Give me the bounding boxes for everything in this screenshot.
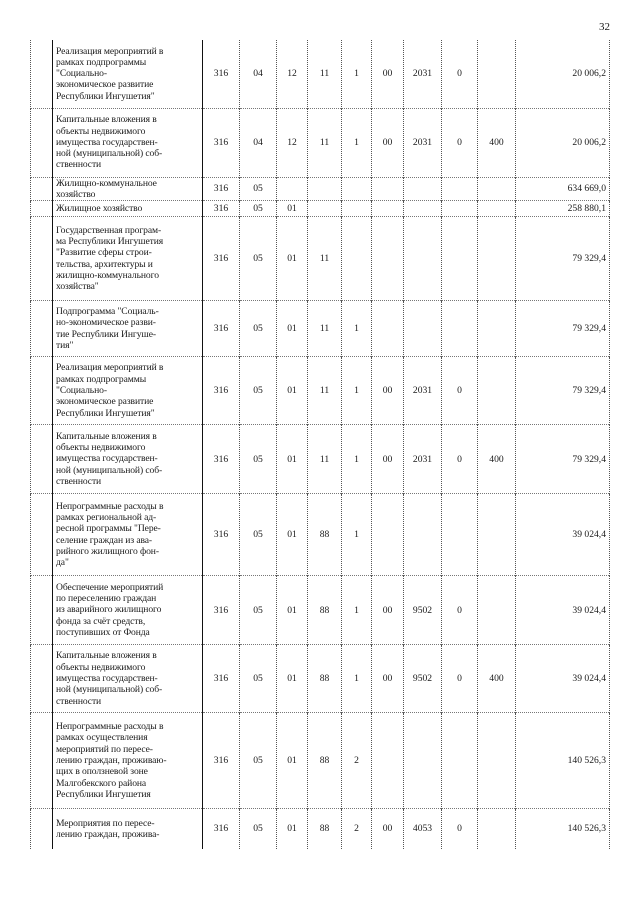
item-name-line: лению граждан, прожива-	[56, 828, 160, 840]
code-subsection-cell: 01	[277, 357, 308, 425]
code-program-cell: 11	[308, 108, 342, 177]
code-subsection-cell: 01	[277, 645, 308, 713]
amount-cell: 20 006,2	[516, 108, 610, 177]
table-row	[31, 713, 610, 809]
item-name-cell	[53, 201, 203, 217]
item-name-line: тие Республики Ингуше-	[56, 328, 156, 340]
item-name-line: тельства, архитектуры и	[56, 258, 153, 270]
row-number-cell	[31, 301, 53, 357]
code-subsection-cell: 01	[277, 425, 308, 494]
item-name-cell	[53, 713, 203, 809]
code-ministry-cell: 316	[203, 301, 240, 357]
code-expense-type-cell	[478, 201, 516, 217]
item-name-line: фонда за счёт средств,	[56, 615, 146, 627]
item-name-line: имущества государствен-	[56, 453, 158, 465]
item-name-line: да"	[56, 557, 69, 569]
table-row	[31, 40, 610, 108]
code-extra-cell	[442, 301, 478, 357]
row-number-cell	[31, 809, 53, 849]
code-direction-cell: 9502	[404, 576, 442, 645]
row-number-cell	[31, 645, 53, 713]
code-subsection-cell: 01	[277, 217, 308, 301]
code-subprogram-cell	[342, 217, 372, 301]
code-ministry-cell: 316	[203, 576, 240, 645]
item-name-cell	[53, 217, 203, 301]
item-name-line: Государственная програм-	[56, 224, 162, 236]
table-row	[31, 301, 610, 357]
item-name-line: Республики Ингушетия"	[56, 90, 155, 102]
code-extra-cell	[442, 494, 478, 576]
code-expense-type-cell	[478, 494, 516, 576]
item-name-line: Республики Ингушетия	[56, 788, 151, 800]
code-ministry-cell: 316	[203, 201, 240, 217]
amount-cell: 79 329,4	[516, 217, 610, 301]
amount-cell: 79 329,4	[516, 425, 610, 494]
item-name-line: щих в оползневой зоне	[56, 766, 148, 778]
code-subsection-cell: 01	[277, 201, 308, 217]
item-name-line: объекты недвижимого	[56, 125, 146, 137]
table-row	[31, 217, 610, 301]
item-name-cell	[53, 645, 203, 713]
code-section-cell: 05	[240, 177, 277, 201]
code-expense-type-cell	[478, 576, 516, 645]
code-direction-cell	[404, 301, 442, 357]
code-ministry-cell: 316	[203, 809, 240, 849]
code-subprogram-cell: 2	[342, 713, 372, 809]
item-name-line: ственности	[56, 476, 102, 488]
code-ministry-cell: 316	[203, 177, 240, 201]
item-name-line: рамках региональной ад-	[56, 512, 157, 523]
code-subsection-cell: 01	[277, 809, 308, 849]
code-direction-cell: 2031	[404, 357, 442, 425]
item-name-line: ной (муниципальной) соб-	[56, 148, 163, 160]
code-section-cell: 05	[240, 217, 277, 301]
code-subprogram-cell: 1	[342, 576, 372, 645]
item-name-line: "Социально-	[56, 384, 107, 396]
item-name-line: ной (муниципальной) соб-	[56, 464, 163, 476]
row-number-cell	[31, 201, 53, 217]
table-row	[31, 576, 610, 645]
code-section-cell: 05	[240, 201, 277, 217]
item-name-line: Капитальные вложения в	[56, 430, 157, 442]
item-name-line: рамках подпрограммы	[56, 56, 147, 68]
amount-cell: 39 024,4	[516, 494, 610, 576]
item-name-cell	[53, 40, 203, 108]
code-expense-type-cell: 400	[478, 108, 516, 177]
item-name-line: лению граждан, проживаю-	[56, 754, 167, 766]
item-name-line: по переселению граждан	[56, 593, 157, 605]
item-name-line: Республики Ингушетия"	[56, 407, 155, 419]
row-number-cell	[31, 108, 53, 177]
code-program-cell: 88	[308, 494, 342, 576]
code-section-cell: 05	[240, 357, 277, 425]
code-expense-type-cell	[478, 713, 516, 809]
item-name-line: Капитальные вложения в	[56, 650, 157, 662]
item-name-line: рамках подпрограммы	[56, 373, 147, 385]
code-extra-cell: 0	[442, 425, 478, 494]
amount-cell: 258 880,1	[516, 201, 610, 217]
code-direction-cell: 2031	[404, 108, 442, 177]
code-expense-type-cell: 400	[478, 425, 516, 494]
code-extra-cell	[442, 177, 478, 201]
code-direction-cell	[404, 713, 442, 809]
code-extra-cell: 0	[442, 576, 478, 645]
code-subsection-cell: 12	[277, 40, 308, 108]
item-name-line: Жилищное хозяйство	[56, 202, 143, 214]
code-ministry-cell: 316	[203, 40, 240, 108]
code-program-cell: 11	[308, 217, 342, 301]
row-number-cell	[31, 494, 53, 576]
code-direction-cell: 9502	[404, 645, 442, 713]
code-extra-cell: 0	[442, 108, 478, 177]
code-subprogram-cell: 1	[342, 301, 372, 357]
item-name-line: рийного жилищного фон-	[56, 545, 159, 557]
code-main-event-cell	[372, 201, 404, 217]
amount-cell: 39 024,4	[516, 645, 610, 713]
row-number-cell	[31, 576, 53, 645]
code-program-cell: 88	[308, 809, 342, 849]
row-number-cell	[31, 177, 53, 201]
table-row	[31, 809, 610, 849]
item-name-line: но-экономическое разви-	[56, 317, 156, 329]
code-main-event-cell	[372, 177, 404, 201]
code-section-cell: 05	[240, 425, 277, 494]
code-direction-cell: 2031	[404, 40, 442, 108]
code-subprogram-cell: 1	[342, 645, 372, 713]
amount-cell: 79 329,4	[516, 357, 610, 425]
item-name-line: Мероприятия по пересе-	[56, 817, 155, 829]
item-name-line: Реализация мероприятий в	[56, 45, 164, 57]
code-subsection-cell: 01	[277, 494, 308, 576]
table-row	[31, 108, 610, 177]
code-extra-cell	[442, 713, 478, 809]
code-extra-cell	[442, 201, 478, 217]
code-section-cell: 05	[240, 576, 277, 645]
code-program-cell: 11	[308, 425, 342, 494]
row-number-cell	[31, 357, 53, 425]
item-name-line: "Развитие сферы строи-	[56, 247, 152, 259]
code-subprogram-cell: 1	[342, 108, 372, 177]
item-name-line: имущества государствен-	[56, 136, 158, 148]
item-name-cell	[53, 177, 203, 201]
table-row	[31, 357, 610, 425]
item-name-cell	[53, 425, 203, 494]
code-section-cell: 05	[240, 713, 277, 809]
code-direction-cell	[404, 494, 442, 576]
code-subprogram-cell: 1	[342, 357, 372, 425]
code-expense-type-cell	[478, 40, 516, 108]
code-ministry-cell: 316	[203, 108, 240, 177]
code-expense-type-cell	[478, 177, 516, 201]
code-main-event-cell	[372, 494, 404, 576]
code-program-cell: 11	[308, 357, 342, 425]
item-name-line: из аварийного жилищного	[56, 604, 162, 616]
code-main-event-cell	[372, 301, 404, 357]
code-direction-cell	[404, 201, 442, 217]
code-program-cell: 88	[308, 645, 342, 713]
item-name-line: Непрограммные расходы в	[56, 500, 164, 512]
code-expense-type-cell	[478, 301, 516, 357]
code-extra-cell: 0	[442, 357, 478, 425]
code-section-cell: 04	[240, 40, 277, 108]
code-program-cell: 11	[308, 301, 342, 357]
code-subprogram-cell	[342, 201, 372, 217]
item-name-line: ственности	[56, 159, 102, 171]
code-program-cell: 88	[308, 713, 342, 809]
item-name-line: ственности	[56, 695, 102, 707]
code-program-cell	[308, 201, 342, 217]
code-section-cell: 05	[240, 645, 277, 713]
code-main-event-cell: 00	[372, 809, 404, 849]
item-name-cell	[53, 809, 203, 849]
code-subsection-cell: 12	[277, 108, 308, 177]
item-name-line: рамках осуществления	[56, 732, 148, 744]
code-extra-cell: 0	[442, 645, 478, 713]
code-subsection-cell: 01	[277, 576, 308, 645]
item-name-cell	[53, 494, 203, 576]
code-section-cell: 05	[240, 494, 277, 576]
item-name-line: объекты недвижимого	[56, 442, 146, 454]
code-section-cell: 05	[240, 301, 277, 357]
code-program-cell: 88	[308, 576, 342, 645]
item-name-line: экономическое развитие	[56, 396, 154, 408]
code-subprogram-cell: 1	[342, 425, 372, 494]
code-program-cell	[308, 177, 342, 201]
code-direction-cell: 2031	[404, 425, 442, 494]
item-name-line: Жилищно-коммунальное	[56, 177, 157, 189]
item-name-line: Обеспечение мероприятий	[56, 581, 164, 593]
code-main-event-cell: 00	[372, 425, 404, 494]
code-ministry-cell: 316	[203, 494, 240, 576]
row-number-cell	[31, 40, 53, 108]
item-name-cell	[53, 108, 203, 177]
code-ministry-cell: 316	[203, 425, 240, 494]
item-name-line: хозяйство	[56, 188, 96, 200]
code-subprogram-cell: 1	[342, 494, 372, 576]
amount-cell: 140 526,3	[516, 809, 610, 849]
amount-cell: 20 006,2	[516, 40, 610, 108]
code-direction-cell	[404, 217, 442, 301]
code-subsection-cell	[277, 177, 308, 201]
row-number-cell	[31, 217, 53, 301]
code-section-cell: 05	[240, 809, 277, 849]
item-name-line: ной (муниципальной) соб-	[56, 684, 163, 696]
item-name-line: хозяйства"	[56, 281, 99, 293]
code-main-event-cell: 00	[372, 108, 404, 177]
code-extra-cell: 0	[442, 40, 478, 108]
item-name-line: Капитальные вложения в	[56, 114, 157, 126]
item-name-cell	[53, 576, 203, 645]
code-main-event-cell	[372, 217, 404, 301]
item-name-line: Малгобекского района	[56, 777, 147, 789]
code-expense-type-cell	[478, 217, 516, 301]
row-number-cell	[31, 713, 53, 809]
code-subprogram-cell: 2	[342, 809, 372, 849]
code-ministry-cell: 316	[203, 357, 240, 425]
table-row	[31, 177, 610, 201]
table-row	[31, 494, 610, 576]
budget-table	[30, 40, 610, 849]
amount-cell: 140 526,3	[516, 713, 610, 809]
code-direction-cell	[404, 177, 442, 201]
code-direction-cell: 4053	[404, 809, 442, 849]
code-ministry-cell: 316	[203, 217, 240, 301]
table-row	[31, 201, 610, 217]
item-name-line: Подпрограмма "Социаль-	[56, 306, 159, 317]
code-main-event-cell: 00	[372, 357, 404, 425]
code-extra-cell: 0	[442, 809, 478, 849]
item-name-line: "Социально-	[56, 68, 107, 80]
item-name-line: Реализация мероприятий в	[56, 362, 164, 374]
code-main-event-cell: 00	[372, 576, 404, 645]
code-main-event-cell: 00	[372, 645, 404, 713]
item-name-line: ма Республики Ингушетия	[56, 236, 164, 247]
item-name-line: поступивших от Фонда	[56, 627, 150, 639]
item-name-line: мероприятий по пересе-	[56, 743, 153, 755]
code-expense-type-cell: 400	[478, 645, 516, 713]
code-ministry-cell: 316	[203, 645, 240, 713]
code-program-cell: 11	[308, 40, 342, 108]
code-main-event-cell: 00	[372, 40, 404, 108]
code-subsection-cell: 01	[277, 713, 308, 809]
item-name-line: экономическое развитие	[56, 79, 154, 91]
item-name-cell	[53, 357, 203, 425]
code-subprogram-cell	[342, 177, 372, 201]
amount-cell: 39 024,4	[516, 576, 610, 645]
amount-cell: 79 329,4	[516, 301, 610, 357]
item-name-line: селение граждан из ава-	[56, 534, 153, 546]
row-number-cell	[31, 425, 53, 494]
item-name-line: тия"	[56, 339, 74, 351]
code-subsection-cell: 01	[277, 301, 308, 357]
code-section-cell: 04	[240, 108, 277, 177]
amount-cell: 634 669,0	[516, 177, 610, 201]
item-name-line: Непрограммные расходы в	[56, 721, 164, 733]
code-expense-type-cell	[478, 809, 516, 849]
item-name-cell	[53, 301, 203, 357]
item-name-line: ресной программы "Пере-	[56, 523, 161, 535]
table-row	[31, 425, 610, 494]
code-extra-cell	[442, 217, 478, 301]
code-expense-type-cell	[478, 357, 516, 425]
item-name-line: жилищно-коммунального	[56, 269, 159, 281]
code-ministry-cell: 316	[203, 713, 240, 809]
item-name-line: имущества государствен-	[56, 672, 158, 684]
table-row	[31, 645, 610, 713]
item-name-line: объекты недвижимого	[56, 661, 146, 673]
page-number: 32	[599, 21, 610, 33]
code-main-event-cell	[372, 713, 404, 809]
code-subprogram-cell: 1	[342, 40, 372, 108]
